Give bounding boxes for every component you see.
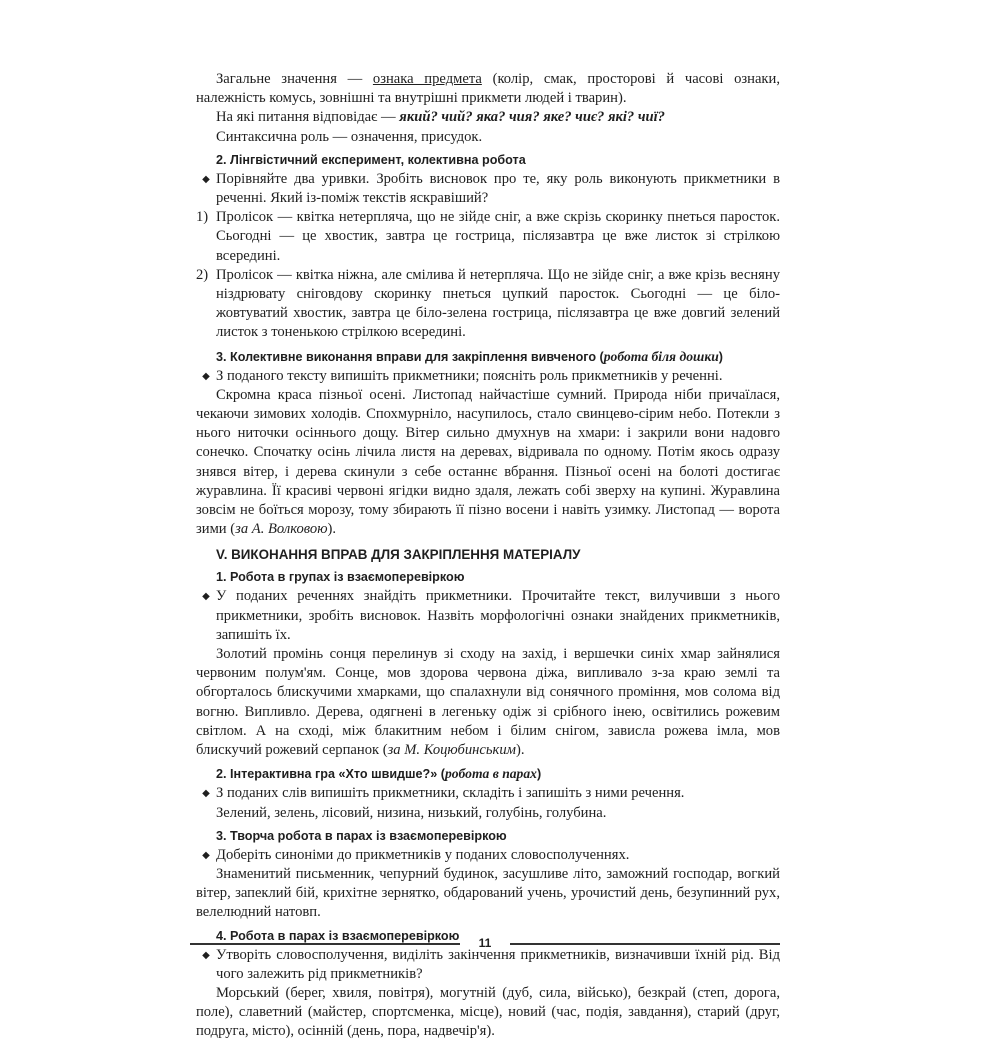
page-content <box>196 70 780 1042</box>
task-item: ◆ Порівняйте два уривки. Зробіть висновок про те, яку роль виконують прикметники в реченні. Який із-поміж текстів яскравіший? <box>196 170 780 208</box>
bullet-icon: ◆ <box>202 591 210 603</box>
exercise-text: Знаменитий письменник, чепурний будинок, засушливе літо, заможний господар, вогкий вітер, запеклий бій, крихітне зернятко, обдарований учень, урочистий день, безупинний рух, велелюдний натовп. <box>196 865 780 921</box>
exercise-text: Золотий промінь сонця перелинув зі сходу на захід, і вершечки синіх хмар зайнялися червоним полум'ям. Сонце, мов здорова червона діжа, випливало з-за краю землі та обгорталось блискучими хмарками, що спалахнули від сонячного проміння, мов солома від вогню. Випливло. Дерева, одягнені в легеньку одіж зі срібного інею, освітились рожевим світлом. А на сході, між блакитним небом і білим снігом, зависла рожева імла, мов блискучий рожевий серпанок (за М. Коцюбинським). <box>196 646 780 759</box>
source-attribution: за А. Волковою <box>235 521 328 538</box>
section-heading-experiment: 2. Лінгвістичний експеримент, колективна робота <box>216 152 526 167</box>
page-footer <box>190 935 780 951</box>
task-item: ◆ З поданого тексту випишіть прикметники; поясніть роль прикметників у реченні. <box>196 367 780 386</box>
exercise-text: Морський (берег, хвиля, повітря), могутній (дуб, сила, військо), безкрай (степ, дорога, поле), славетний (майстер, спортсменка, місце), новий (час, подія, завдання), старий (друг, подруга, місто), осінній (день, пора, надвечір'я). <box>196 984 780 1040</box>
section-heading-groups: 1. Робота в групах із взаємоперевіркою <box>216 570 465 585</box>
underlined-term: ознака предмета <box>372 71 482 87</box>
bullet-icon: ◆ <box>202 173 210 185</box>
task-item: ◆ Доберіть синоніми до прикметників у поданих словосполученнях. <box>196 846 780 865</box>
section-heading-game: 2. Інтерактивна гра «Хто швидше?» (робота в парах) <box>216 766 542 782</box>
excerpt-item: 2) Пролісок — квітка ніжна, але смілива й нетерпляча. Що не зійде сніг, а вже крізь весняну ніздрювату сніговдову скоринку пнеться цупкий паросток. Сьогодні — це біло-жовтуватий хвостик, завтра це біло-зелена гострица, післязавтра це вже довгий зелений листок з тоненькою стрілкою всередині. <box>196 266 780 341</box>
footer-rule-right <box>510 943 780 945</box>
questions-paragraph: На які питання відповідає — який? чий? яка? чия? яке? чиє? які? чиї? <box>216 109 665 126</box>
general-meaning-paragraph: Загальне значення — ознака предмета (колір, смак, просторові й часові ознаки, належність комусь, зовнішні та внутрішні прикмети людей і тварин). <box>196 71 780 107</box>
task-item: ◆ Утворіть словосполучення, виділіть закінчення прикметників, визначивши їхній рід. Від чого залежить рід прикметників? <box>196 946 780 984</box>
exercise-text: Зелений, зелень, лісовий, низина, низький, голубінь, голубина. <box>216 804 607 821</box>
bullet-icon: ◆ <box>202 788 210 800</box>
syntax-role-paragraph: Синтаксична роль — означення, присудок. <box>216 128 483 145</box>
question-words: який? чий? яка? чия? яке? чиє? які? чиї? <box>399 109 665 126</box>
source-attribution: за М. Коцюбинським <box>387 742 516 759</box>
page-number: 11 <box>478 936 492 950</box>
exercise-text: Скромна краса пізньої осені. Листопад найчастіше сумний. Природа ніби причаїлася, чекаючи зимових холодів. Спохмурніло, насупилось, стало свинцево-сірим небо. Потекли з нього ниточки осіннього дощу. Вітер сильно дмухнув на хмари: і закрили вони надовго сонечко. Спочатку осінь лічила листя на деревах, відривала по одному. Потім якось одразу знявся вітер, і дерева скинули з себе останнє вбрання. Пізньої осені на болоті достигає журавлина. Її красиві червоні ягідки видно здаля, лежать собі зверху на купині. Журавлина зовсім не боїться морозу, тому збирають її пізно восени і навіть узимку. Листопад — ворота зими (за А. Волковою). <box>196 386 780 538</box>
section-heading-collective: 3. Колективне виконання вправи для закріплення вивченого (робота біля дошки) <box>216 348 723 364</box>
task-item: ◆ З поданих слів випишіть прикметники, складіть і запишіть з ними речення. <box>196 784 780 803</box>
section-heading-pairs: 4. Робота в парах із взаємоперевіркою <box>216 928 460 943</box>
bullet-icon: ◆ <box>202 849 210 861</box>
section-heading-creative: 3. Творча робота в парах із взаємоперевіркою <box>216 828 507 843</box>
excerpt-item: 1) Пролісок — квітка нетерпляча, що не зійде сніг, а вже скрізь скоринку пнеться паросток. Сьогодні — це хвостик, завтра це гострица, післязавтра це вже листок зі стрілкою всередині. <box>196 209 780 264</box>
bullet-icon: ◆ <box>202 370 210 382</box>
bullet-icon: ◆ <box>202 949 210 961</box>
chapter-heading: V. ВИКОНАННЯ ВПРАВ ДЛЯ ЗАКРІПЛЕННЯ МАТЕРІАЛУ <box>216 547 581 563</box>
task-item: ◆ У поданих реченнях знайдіть прикметники. Прочитайте текст, вилучивши з нього прикметники, зробіть висновок. Назвіть морфологічні ознаки знайдених прикметників, запишіть їх. <box>196 587 780 645</box>
footer-rule-left <box>190 943 460 945</box>
